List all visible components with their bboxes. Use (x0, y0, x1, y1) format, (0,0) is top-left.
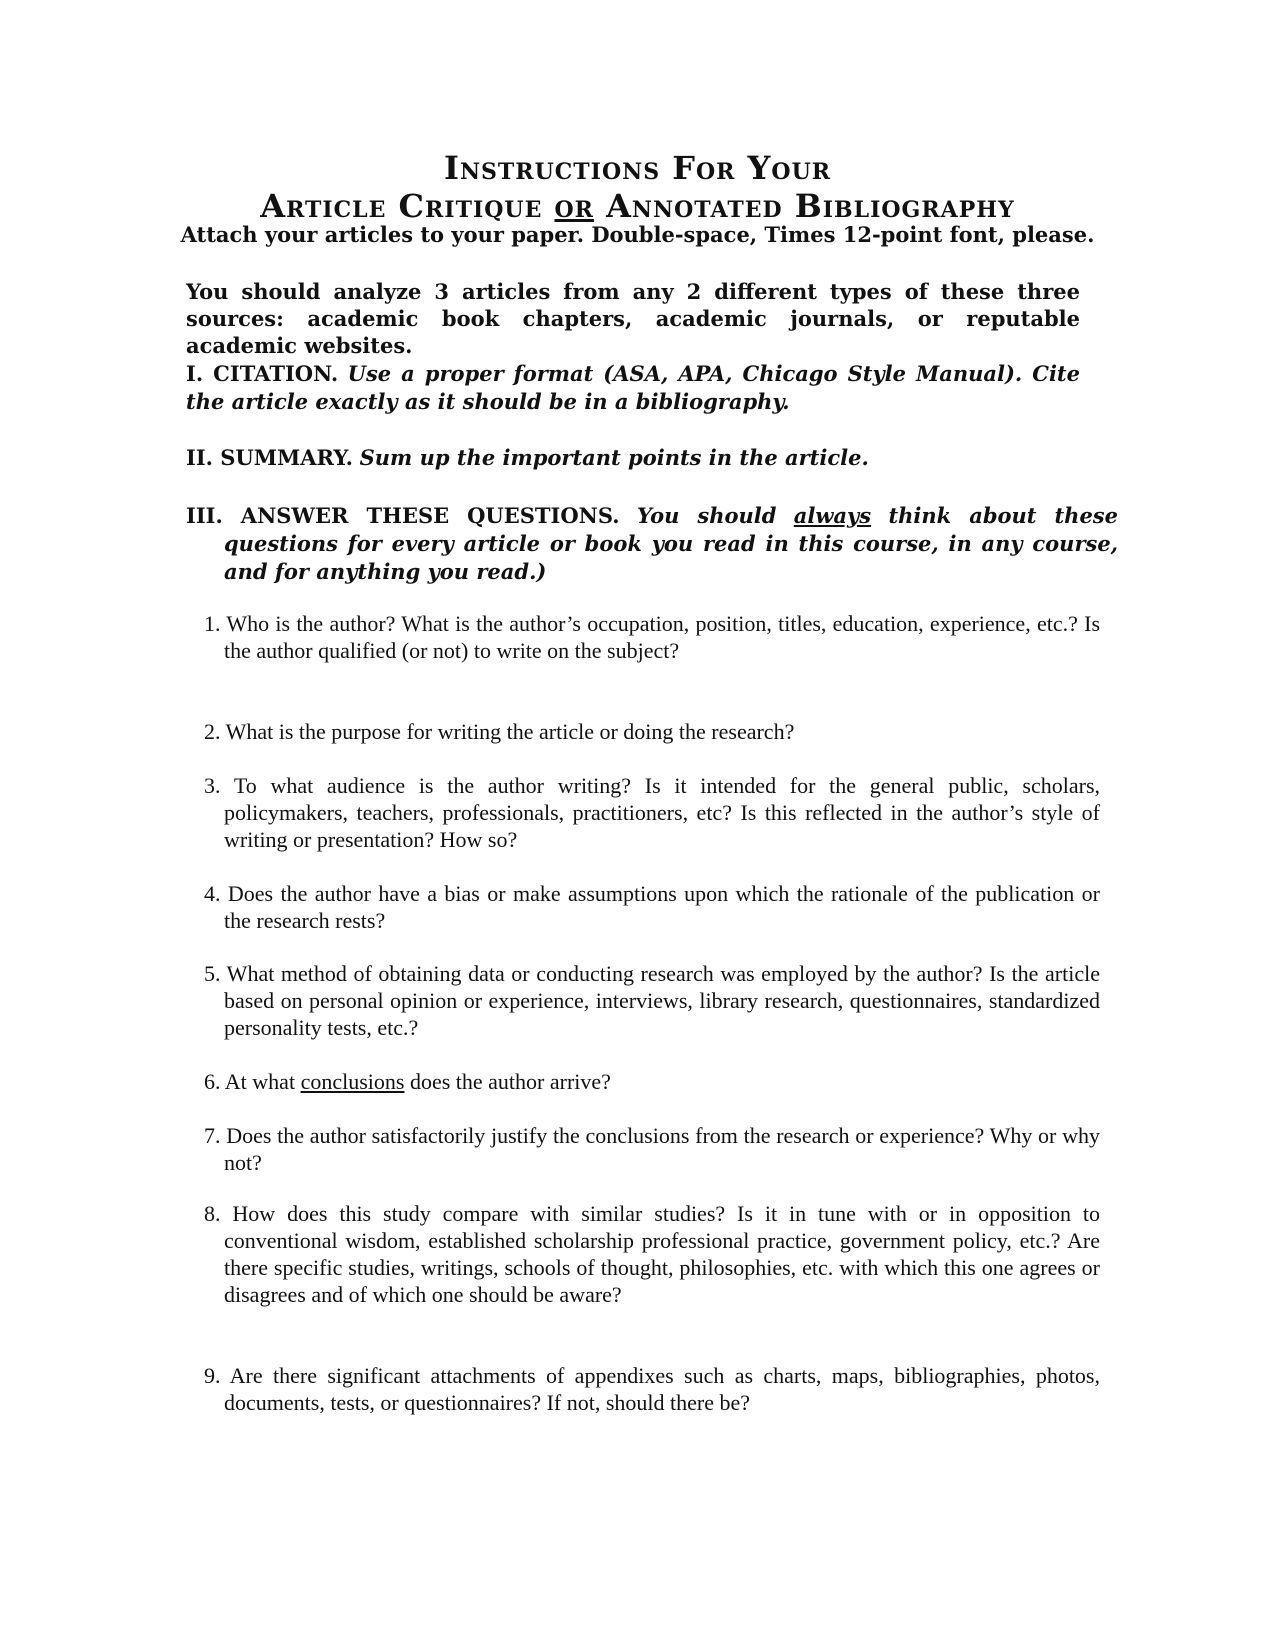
questions-section (186, 502, 1118, 586)
question-5: 5. What method of obtaining data or conducting research was employed by the author? Is the article based on personal opinion or experience, interviews, library research, questionnaires, standardized personality tests, etc.? (204, 961, 1100, 1040)
question-6 (204, 1068, 1100, 1095)
question-8: 8. How does this study compare with similar studies? Is it in tune with or in opposition to conventional wisdom, established scholarship professional practice, government policy, etc.? Are there specific studies, writings, schools of thought, philosophies, etc. with which this one agrees or disagrees and of which one should be aware? (204, 1201, 1100, 1307)
title-article-critique: Article Critique (260, 187, 543, 225)
questions-label: III. ANSWER THESE QUESTIONS. (186, 503, 620, 528)
question-4: 4. Does the author have a bias or make assumptions upon which the rationale of the publication or the research rests? (204, 881, 1100, 933)
question-6-conclusions: conclusions (300, 1069, 405, 1094)
title-or: or (554, 187, 594, 225)
question-3: 3. To what audience is the author writing? Is it intended for the general public, scholars, policymakers, teachers, professionals, practitioners, etc? Is this reflected in the author’s style of writing or presentation? How so? (204, 773, 1100, 852)
citation-section (186, 360, 1080, 416)
questions-text-b: think about these questions for every article or book you read in this course, in any course, and for anything you read.) (224, 503, 1118, 584)
questions-text-always: always (793, 503, 872, 528)
subtitle: Attach your articles to your paper. Double-space, Times 12-point font, please. (180, 222, 1095, 247)
summary-section (186, 444, 1080, 472)
page-title-line1: Instructions For Your (443, 149, 832, 187)
citation-label: I. CITATION. (186, 361, 339, 386)
questions-text-a: You should (636, 503, 777, 528)
summary-text: Sum up the important points in the article. (359, 445, 869, 470)
question-2: 2. What is the purpose for writing the article or doing the research? (204, 719, 795, 744)
question-1: 1. Who is the author? What is the author’s occupation, position, titles, education, experience, etc.? Is the author qualified (or not) to write on the subject? (204, 611, 1100, 663)
question-6-b: does the author arrive? (409, 1069, 611, 1094)
question-6-a: 6. At what (204, 1069, 296, 1094)
citation-text: Use a proper format (ASA, APA, Chicago Style Manual). Cite the article exactly as it should be in a bibliography. (186, 361, 1080, 414)
title-annotated-bibliography: Annotated Bibliography (606, 187, 1015, 225)
summary-label: II. SUMMARY. (186, 445, 353, 470)
question-9: 9. Are there significant attachments of appendixes such as charts, maps, bibliographies, photos, documents, tests, or questionnaires? If not, should there be? (204, 1363, 1100, 1415)
page-title-line2 (0, 188, 1275, 224)
intro-paragraph: You should analyze 3 articles from any 2 different types of these three sources: academic book chapters, academic journals, or reputable academic websites. (186, 279, 1080, 358)
question-7: 7. Does the author satisfactorily justify the conclusions from the research or experience? Why or why not? (204, 1123, 1100, 1175)
